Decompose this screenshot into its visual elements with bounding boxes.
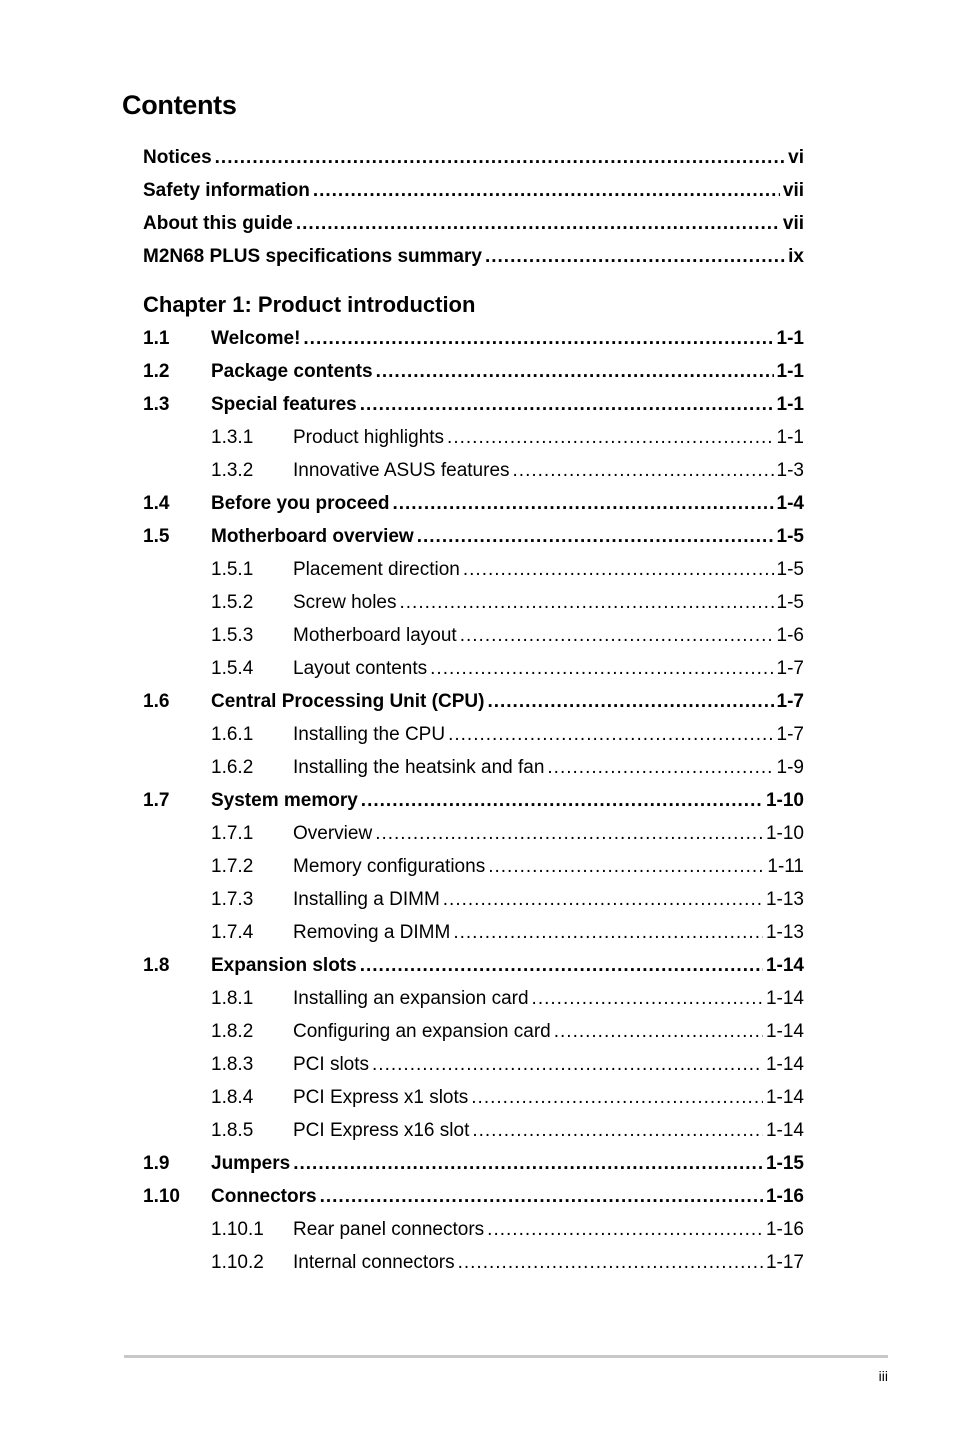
toc-entry-page: 1-10 (765, 790, 804, 811)
toc-entry[interactable] (143, 487, 804, 520)
toc-entry[interactable] (143, 652, 804, 685)
dot-leader (487, 685, 773, 718)
toc-entry-number: 1.4 (143, 493, 170, 514)
toc-entry-page: 1-9 (776, 757, 804, 778)
toc-entry[interactable] (143, 685, 804, 718)
toc-entry-number: 1.8.4 (211, 1087, 254, 1108)
toc-entry[interactable] (143, 141, 804, 174)
toc-entry-number: 1.5.4 (211, 658, 254, 679)
dot-leader (313, 174, 780, 207)
toc-entry-page: 1-7 (776, 724, 804, 745)
dot-leader (463, 553, 774, 586)
toc-entry-label: System memory (211, 790, 358, 811)
toc-entry-number: 1.8.3 (211, 1054, 254, 1075)
toc-entry-label: Jumpers (211, 1153, 291, 1174)
dot-leader (303, 322, 773, 355)
dot-leader (417, 520, 774, 553)
toc-entry-number: 1.10.2 (211, 1252, 264, 1273)
toc-entry-label: Configuring an expansion card (293, 1021, 551, 1042)
toc-entry-number: 1.5 (143, 526, 170, 547)
toc-entry-label: Installing the CPU (293, 724, 446, 745)
toc-entry-label: Special features (211, 394, 357, 415)
dot-leader (488, 850, 764, 883)
toc-entry-label: Central Processing Unit (CPU) (211, 691, 485, 712)
toc-entry-page: vii (782, 180, 804, 201)
toc-entry-number: 1.6 (143, 691, 170, 712)
toc-entry-page: 1-3 (776, 460, 804, 481)
toc-entry[interactable] (143, 388, 804, 421)
toc-entry-page: 1-14 (765, 1021, 804, 1042)
toc-entry[interactable] (143, 751, 804, 784)
dot-leader (360, 388, 774, 421)
toc-entry-page: 1-11 (767, 856, 804, 877)
toc-entry[interactable] (143, 916, 804, 949)
dot-leader (532, 982, 763, 1015)
toc-entry[interactable] (143, 454, 804, 487)
toc-entry-label: Innovative ASUS features (293, 460, 510, 481)
toc-entry-number: 1.8 (143, 955, 170, 976)
toc-entry[interactable] (143, 240, 804, 273)
dot-leader (554, 1015, 763, 1048)
dot-leader (376, 355, 774, 388)
dot-leader (296, 207, 780, 240)
dot-leader (487, 1213, 763, 1246)
toc-entry[interactable] (143, 1246, 804, 1279)
toc-entry[interactable] (143, 322, 804, 355)
toc-entry-page: 1-13 (765, 922, 804, 943)
toc-entry-number: 1.5.1 (211, 559, 254, 580)
toc-entry-label: Memory configurations (293, 856, 486, 877)
page-title: Contents (122, 90, 237, 120)
toc-entry-page: 1-15 (765, 1153, 804, 1174)
toc-entry-label: Product highlights (293, 427, 445, 448)
toc-entry-page: 1-5 (776, 526, 804, 547)
toc-entry-label: Before you proceed (211, 493, 390, 514)
dot-leader (372, 1048, 763, 1081)
toc-entry[interactable] (143, 586, 804, 619)
toc-entry[interactable] (143, 355, 804, 388)
dot-leader (293, 1147, 763, 1180)
chapter-entries-list (143, 322, 804, 1279)
dot-leader (513, 454, 774, 487)
dot-leader (447, 421, 773, 454)
toc-entry-page: 1-13 (765, 889, 804, 910)
toc-entry[interactable] (143, 1015, 804, 1048)
toc-entry-page: 1-1 (776, 361, 804, 382)
toc-entry-label: Welcome! (211, 328, 301, 349)
toc-entry-number: 1.9 (143, 1153, 170, 1174)
toc-entry[interactable] (143, 207, 804, 240)
toc-entry-label: Layout contents (293, 658, 428, 679)
dot-leader (392, 487, 773, 520)
dot-leader (453, 916, 763, 949)
toc-entry-number: 1.7.4 (211, 922, 254, 943)
toc-entry[interactable] (143, 1180, 804, 1213)
toc-entry-number: 1.5.2 (211, 592, 254, 613)
toc-entry-number: 1.3.1 (211, 427, 254, 448)
toc-entry[interactable] (143, 174, 804, 207)
toc-entry-label: Rear panel connectors (293, 1219, 485, 1240)
toc-entry-label: Connectors (211, 1186, 317, 1207)
toc-entry-label: Installing an expansion card (293, 988, 529, 1009)
toc-entry[interactable] (143, 421, 804, 454)
toc-entry-page: 1-1 (776, 328, 804, 349)
toc-entry-label: PCI slots (293, 1054, 370, 1075)
toc-entry[interactable] (143, 817, 804, 850)
dot-leader (485, 240, 785, 273)
toc-entry-number: 1.7.1 (211, 823, 254, 844)
toc-entry-number: 1.6.2 (211, 757, 254, 778)
toc-entry[interactable] (143, 883, 804, 916)
toc-entry-label: Package contents (211, 361, 373, 382)
footer-divider (124, 1355, 888, 1358)
toc-entry-page: 1-5 (776, 559, 804, 580)
dot-leader (547, 751, 773, 784)
toc-entry-number: 1.1 (143, 328, 170, 349)
toc-entry-number: 1.8.5 (211, 1120, 254, 1141)
footer-page-number: iii (878, 1368, 888, 1384)
toc-entry-number: 1.6.1 (211, 724, 254, 745)
dot-leader (472, 1114, 763, 1147)
dot-leader (375, 817, 763, 850)
toc-entry-label: Removing a DIMM (293, 922, 451, 943)
toc-entry-number: 1.3 (143, 394, 170, 415)
toc-entry-number: 1.5.3 (211, 625, 254, 646)
toc-entry[interactable] (143, 1213, 804, 1246)
toc-entry-label: Internal connectors (293, 1252, 455, 1273)
toc-entry-label: Installing the heatsink and fan (293, 757, 545, 778)
toc-entry[interactable] (143, 520, 804, 553)
toc-entry[interactable] (143, 1114, 804, 1147)
toc-entry-number: 1.2 (143, 361, 170, 382)
front-matter-list (143, 141, 804, 273)
toc-entry-number: 1.7 (143, 790, 170, 811)
toc-entry-page: 1-14 (765, 988, 804, 1009)
toc-entry-label: Notices (143, 147, 212, 168)
dot-leader (430, 652, 773, 685)
toc-entry[interactable] (143, 982, 804, 1015)
toc-entry-page: 1-14 (765, 1087, 804, 1108)
toc-entry-number: 1.8.1 (211, 988, 254, 1009)
toc-entry-label: PCI Express x16 slot (293, 1120, 470, 1141)
toc-entry-page: 1-7 (776, 691, 804, 712)
toc-entry-page: vii (782, 213, 804, 234)
toc-entry-page: 1-14 (765, 1054, 804, 1075)
toc-entry[interactable] (143, 718, 804, 751)
toc-entry-number: 1.8.2 (211, 1021, 254, 1042)
toc-entry-page: 1-14 (765, 955, 804, 976)
dot-leader (360, 949, 763, 982)
toc-entry[interactable] (143, 619, 804, 652)
toc-entry-number: 1.7.2 (211, 856, 254, 877)
toc-entry-page: 1-6 (776, 625, 804, 646)
toc-entry-page: 1-5 (776, 592, 804, 613)
toc-entry-label: Placement direction (293, 559, 460, 580)
dot-leader (443, 883, 763, 916)
dot-leader (471, 1081, 763, 1114)
toc-entry-number: 1.10 (143, 1186, 180, 1207)
toc-entry-number: 1.3.2 (211, 460, 254, 481)
dot-leader (215, 141, 786, 174)
toc-entry-page: 1-1 (776, 394, 804, 415)
toc-entry-page: ix (788, 246, 804, 267)
toc-entry-label: Installing a DIMM (293, 889, 440, 910)
toc-entry-page: 1-4 (776, 493, 804, 514)
toc-entry[interactable] (143, 850, 804, 883)
toc-entry-label: Expansion slots (211, 955, 357, 976)
dot-leader (448, 718, 773, 751)
toc-entry[interactable] (143, 1147, 804, 1180)
toc-entry-page: 1-16 (765, 1186, 804, 1207)
toc-entry-page: 1-16 (765, 1219, 804, 1240)
toc-entry[interactable] (143, 1081, 804, 1114)
toc-entry-label: Motherboard layout (293, 625, 457, 646)
toc-entry-label: PCI Express x1 slots (293, 1087, 469, 1108)
toc-entry-page: 1-17 (765, 1252, 804, 1273)
toc-entry-label: Screw holes (293, 592, 397, 613)
toc-entry-page: 1-14 (765, 1120, 804, 1141)
dot-leader (320, 1180, 763, 1213)
toc-entry[interactable] (143, 949, 804, 982)
toc-entry-label: About this guide (143, 213, 293, 234)
toc-entry[interactable] (143, 784, 804, 817)
toc-entry-label: Overview (293, 823, 373, 844)
toc-entry-label: Safety information (143, 180, 310, 201)
toc-entry-page: 1-1 (776, 427, 804, 448)
toc-entry-number: 1.10.1 (211, 1219, 264, 1240)
toc-entry[interactable] (143, 1048, 804, 1081)
dot-leader (400, 586, 774, 619)
toc-entry-number: 1.7.3 (211, 889, 254, 910)
chapter-section (143, 288, 804, 1279)
toc-entry-page: vi (788, 147, 804, 168)
toc-entry-page: 1-7 (776, 658, 804, 679)
dot-leader (458, 1246, 763, 1279)
dot-leader (361, 784, 763, 817)
toc-entry-label: Motherboard overview (211, 526, 414, 547)
dot-leader (460, 619, 774, 652)
toc-entry-page: 1-10 (765, 823, 804, 844)
chapter-heading: Chapter 1: Product introduction (143, 292, 476, 317)
toc-entry-label: M2N68 PLUS specifications summary (143, 246, 482, 267)
toc-entry[interactable] (143, 553, 804, 586)
